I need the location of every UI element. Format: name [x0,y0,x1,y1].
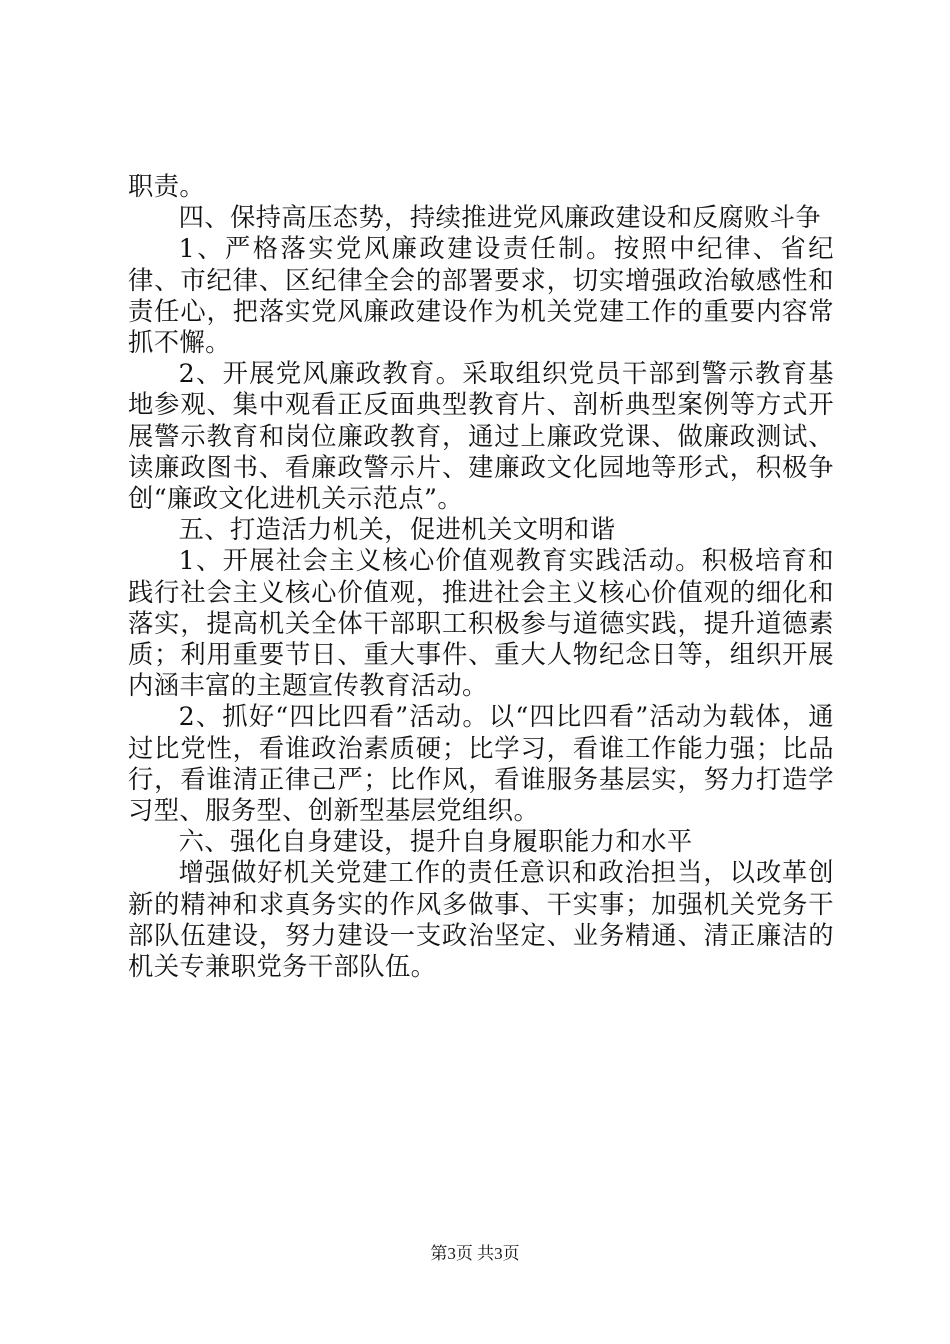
paragraph-6-1: 增强做好机关党建工作的责任意识和政治担当，以改革创新的精神和求真务实的作风多做事、干实事；加强机关党务干部队伍建设，努力建设一支政治坚定、业务精通、清正廉洁的机关专兼职党务干部队伍。 [128,858,834,982]
paragraph-5-1: 1、开展社会主义核心价值观教育实践活动。积极培育和践行社会主义核心价值观，推进社会主义核心价值观的细化和落实，提高机关全体干部职工积极参与道德实践，提升道德素质；利用重要节日、重大事件、重大人物纪念日等，组织开展内涵丰富的主题宣传教育活动。 [128,546,834,701]
page-number-label: 第3页 共3页 [430,1244,520,1263]
section-heading-6: 六、强化自身建设，提升自身履职能力和水平 [178,827,693,857]
paragraph-5-2: 2、抓好“四比四看”活动。以“四比四看”活动为载体，通过比党性，看谁政治素质硬；比学习，看谁工作能力强；比品行，看谁清正律己严；比作风，看谁服务基层实，努力打造学习型、服务型、创新型基层党组织。 [128,702,834,826]
section-heading-5: 五、打造活力机关，促进机关文明和谐 [178,515,616,545]
page-footer [0,1243,950,1265]
paragraph-4-2: 2、开展党风廉政教育。采取组织党员干部到警示教育基地参观、集中观看正反面典型教育片、剖析典型案例等方式开展警示教育和岗位廉政教育，通过上廉政党课、做廉政测试、读廉政图书、看廉政警示片、建廉政文化园地等形式，积极争创“廉政文化进机关示范点”。 [128,359,834,514]
paragraph-continuation: 职责。 [128,172,206,201]
section-heading-4: 四、保持高压态势，持续推进党风廉政建设和反腐败斗争 [178,203,822,233]
paragraph-4-1: 1、严格落实党风廉政建设责任制。按照中纪律、省纪律、市纪律、区纪律全会的部署要求，切实增强政治敏感性和责任心，把落实党风廉政建设作为机关党建工作的重要内容常抓不懈。 [128,234,834,358]
document-body [128,171,834,982]
